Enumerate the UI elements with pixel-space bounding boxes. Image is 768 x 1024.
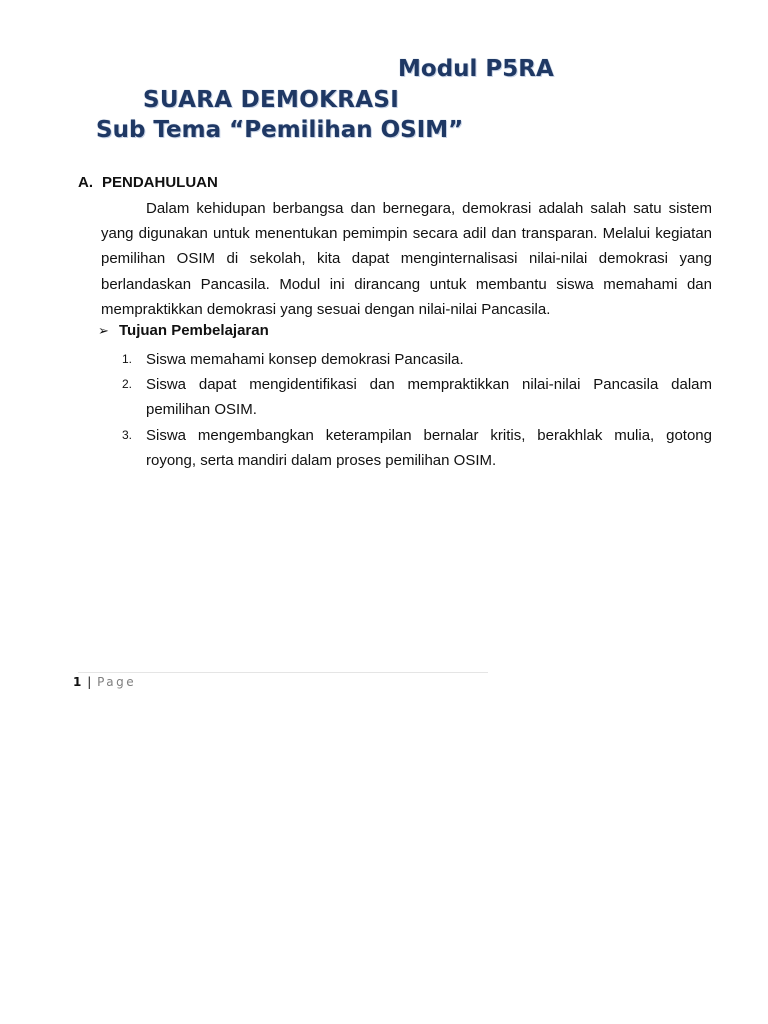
page-number: 1 bbox=[73, 675, 82, 689]
objectives-list bbox=[122, 347, 712, 473]
page-footer bbox=[73, 675, 136, 689]
list-item-text: Siswa mengembangkan keterampilan bernalar kritis, berakhlak mulia, gotong royong, serta mandiri dalam proses pemilihan OSIM. bbox=[146, 426, 712, 469]
list-item-text: Siswa memahami konsep demokrasi Pancasila. bbox=[146, 351, 464, 368]
module-subtheme: Sub Tema “Pemilihan OSIM” bbox=[96, 117, 464, 143]
list-item-number: 3. bbox=[122, 427, 133, 442]
list-item-number: 1. bbox=[122, 352, 133, 366]
objectives-heading bbox=[98, 322, 269, 339]
list-item bbox=[122, 372, 712, 422]
page-label: Page bbox=[97, 675, 137, 689]
list-item bbox=[122, 423, 712, 473]
section-a-label: A. bbox=[78, 174, 93, 191]
list-item-text: Siswa dapat mengidentifikasi dan mempraktikkan nilai-nilai Pancasila dalam pemilihan OSIM. bbox=[146, 376, 712, 419]
list-item-number: 2. bbox=[122, 377, 133, 392]
introduction-paragraph: Dalam kehidupan berbangsa dan bernegara, demokrasi adalah salah satu sistem yang digunakan untuk menentukan pemimpin secara adil dan transparan. Melalui kegiatan pemilihan OSIM di sekolah, kita dapat menginternalisasi nilai-nilai demokrasi yang berlandaskan Pancasila. Modul ini dirancang untuk membantu siswa memahami dan mempraktikkan demokrasi yang sesuai dengan nilai-nilai Pancasila. bbox=[101, 200, 712, 318]
module-theme: SUARA DEMOKRASI bbox=[143, 87, 400, 113]
arrow-bullet-icon: ➢ bbox=[98, 324, 109, 339]
footer-separator: | bbox=[87, 675, 92, 689]
section-a-heading bbox=[78, 174, 218, 191]
module-title: Modul P5RA bbox=[398, 56, 554, 82]
section-a-title: PENDAHULUAN bbox=[102, 174, 218, 191]
footer-divider bbox=[78, 672, 488, 673]
objectives-title: Tujuan Pembelajaran bbox=[119, 322, 269, 339]
list-item bbox=[122, 347, 712, 372]
